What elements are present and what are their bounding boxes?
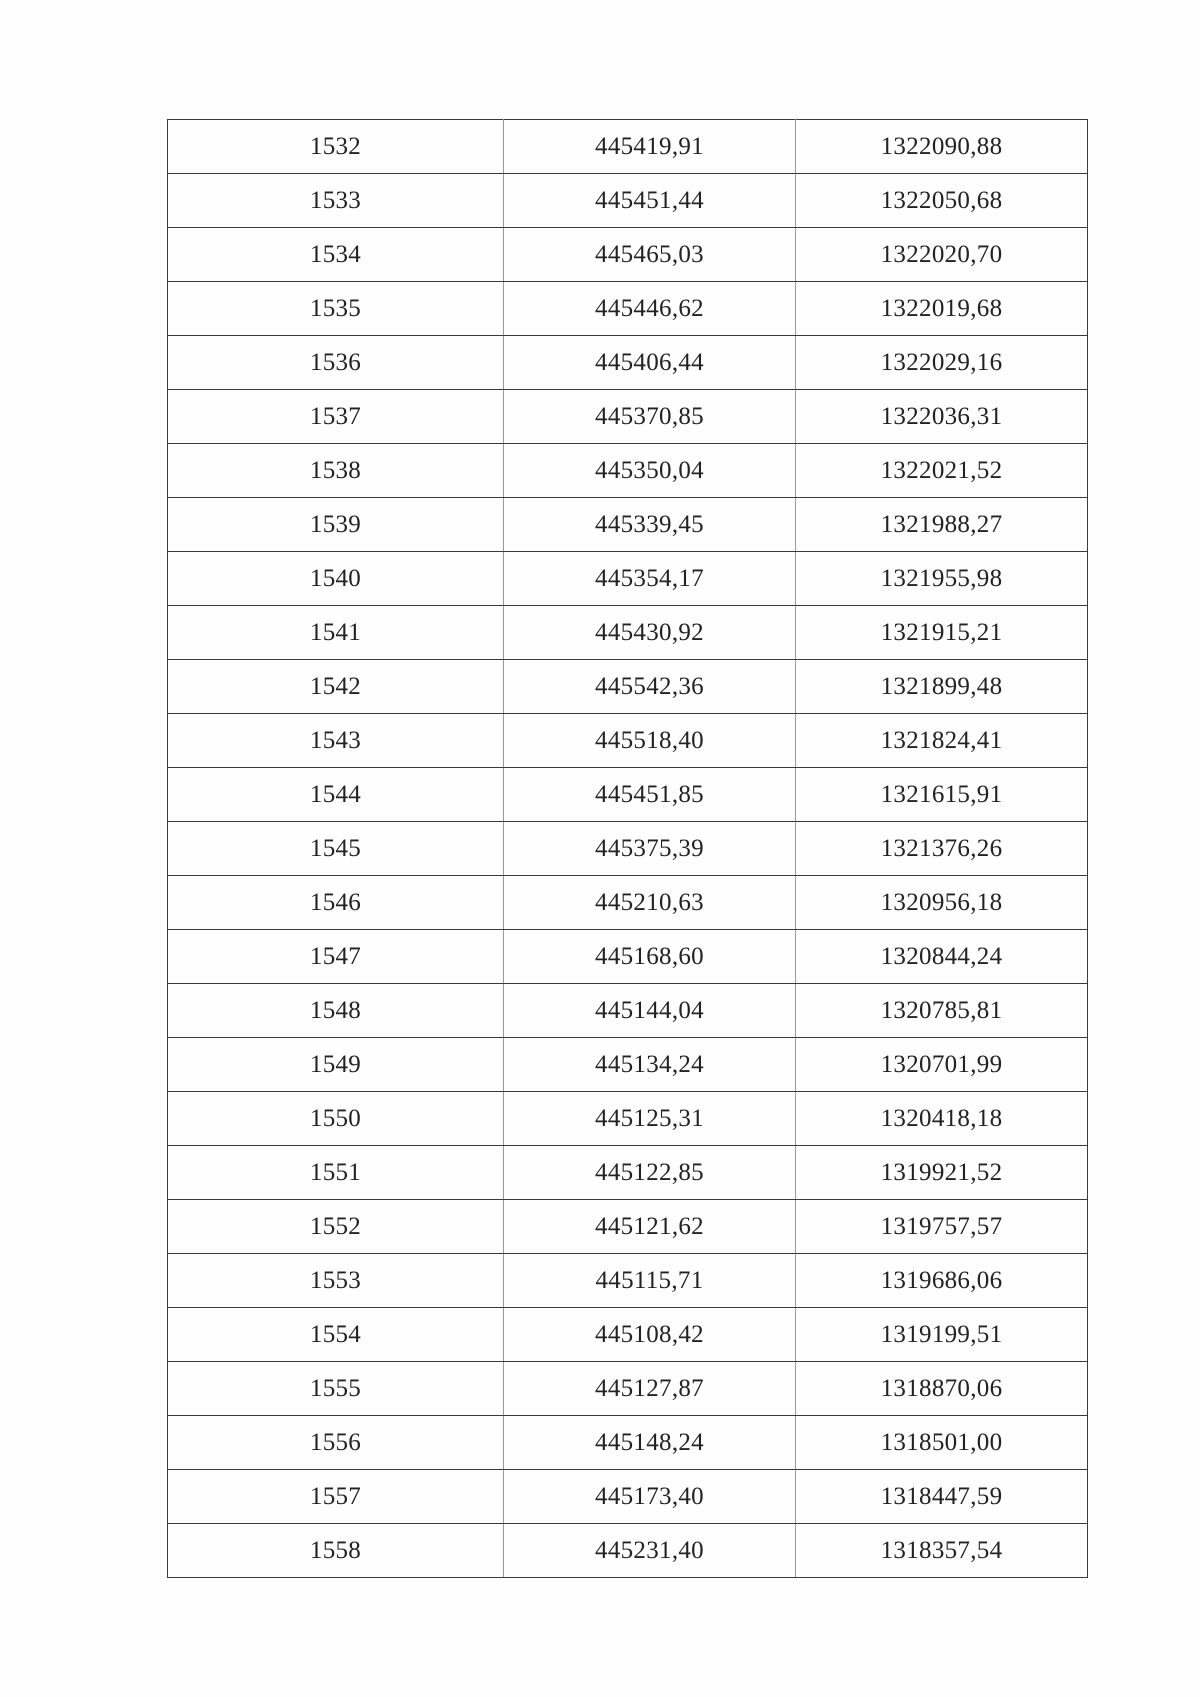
point-number-cell: 1535	[168, 282, 504, 336]
point-number-cell: 1533	[168, 174, 504, 228]
point-number-cell: 1541	[168, 606, 504, 660]
y-coordinate-cell: 1321824,41	[796, 714, 1088, 768]
x-coordinate-cell: 445542,36	[504, 660, 796, 714]
table-row	[168, 282, 1088, 336]
table-row	[168, 1254, 1088, 1308]
x-coordinate-cell: 445108,42	[504, 1308, 796, 1362]
x-coordinate-cell: 445148,24	[504, 1416, 796, 1470]
point-number-cell: 1555	[168, 1362, 504, 1416]
x-coordinate-cell: 445210,63	[504, 876, 796, 930]
table-row	[168, 498, 1088, 552]
y-coordinate-cell: 1321376,26	[796, 822, 1088, 876]
table-row	[168, 1038, 1088, 1092]
point-number-cell: 1534	[168, 228, 504, 282]
point-number-cell: 1547	[168, 930, 504, 984]
point-number-cell: 1552	[168, 1200, 504, 1254]
point-number-cell: 1536	[168, 336, 504, 390]
y-coordinate-cell: 1321615,91	[796, 768, 1088, 822]
point-number-cell: 1537	[168, 390, 504, 444]
y-coordinate-cell: 1320701,99	[796, 1038, 1088, 1092]
y-coordinate-cell: 1320785,81	[796, 984, 1088, 1038]
point-number-cell: 1538	[168, 444, 504, 498]
table-row	[168, 444, 1088, 498]
point-number-cell: 1551	[168, 1146, 504, 1200]
point-number-cell: 1557	[168, 1470, 504, 1524]
table-row	[168, 1416, 1088, 1470]
y-coordinate-cell: 1322020,70	[796, 228, 1088, 282]
table-row	[168, 390, 1088, 444]
point-number-cell: 1558	[168, 1524, 504, 1578]
x-coordinate-cell: 445451,85	[504, 768, 796, 822]
x-coordinate-cell: 445125,31	[504, 1092, 796, 1146]
point-number-cell: 1539	[168, 498, 504, 552]
table-row	[168, 1146, 1088, 1200]
table-row	[168, 714, 1088, 768]
y-coordinate-cell: 1319757,57	[796, 1200, 1088, 1254]
x-coordinate-cell: 445122,85	[504, 1146, 796, 1200]
x-coordinate-cell: 445446,62	[504, 282, 796, 336]
table-row	[168, 1308, 1088, 1362]
y-coordinate-cell: 1318357,54	[796, 1524, 1088, 1578]
table-row	[168, 174, 1088, 228]
table-row	[168, 1470, 1088, 1524]
x-coordinate-cell: 445451,44	[504, 174, 796, 228]
table-row	[168, 1524, 1088, 1578]
point-number-cell: 1543	[168, 714, 504, 768]
table-row	[168, 336, 1088, 390]
point-number-cell: 1550	[168, 1092, 504, 1146]
coordinates-table-body	[168, 120, 1088, 1578]
point-number-cell: 1549	[168, 1038, 504, 1092]
point-number-cell: 1548	[168, 984, 504, 1038]
x-coordinate-cell: 445168,60	[504, 930, 796, 984]
x-coordinate-cell: 445375,39	[504, 822, 796, 876]
point-number-cell: 1540	[168, 552, 504, 606]
point-number-cell: 1544	[168, 768, 504, 822]
point-number-cell: 1532	[168, 120, 504, 174]
y-coordinate-cell: 1321899,48	[796, 660, 1088, 714]
x-coordinate-cell: 445419,91	[504, 120, 796, 174]
y-coordinate-cell: 1322029,16	[796, 336, 1088, 390]
y-coordinate-cell: 1319921,52	[796, 1146, 1088, 1200]
y-coordinate-cell: 1320418,18	[796, 1092, 1088, 1146]
x-coordinate-cell: 445339,45	[504, 498, 796, 552]
point-number-cell: 1546	[168, 876, 504, 930]
table-row	[168, 1362, 1088, 1416]
x-coordinate-cell: 445430,92	[504, 606, 796, 660]
y-coordinate-cell: 1318870,06	[796, 1362, 1088, 1416]
y-coordinate-cell: 1322036,31	[796, 390, 1088, 444]
y-coordinate-cell: 1319686,06	[796, 1254, 1088, 1308]
table-row	[168, 660, 1088, 714]
y-coordinate-cell: 1319199,51	[796, 1308, 1088, 1362]
x-coordinate-cell: 445134,24	[504, 1038, 796, 1092]
x-coordinate-cell: 445115,71	[504, 1254, 796, 1308]
y-coordinate-cell: 1318447,59	[796, 1470, 1088, 1524]
x-coordinate-cell: 445127,87	[504, 1362, 796, 1416]
y-coordinate-cell: 1320956,18	[796, 876, 1088, 930]
table-row	[168, 876, 1088, 930]
table-row	[168, 1092, 1088, 1146]
y-coordinate-cell: 1321915,21	[796, 606, 1088, 660]
x-coordinate-cell: 445350,04	[504, 444, 796, 498]
y-coordinate-cell: 1322019,68	[796, 282, 1088, 336]
y-coordinate-cell: 1320844,24	[796, 930, 1088, 984]
x-coordinate-cell: 445173,40	[504, 1470, 796, 1524]
x-coordinate-cell: 445354,17	[504, 552, 796, 606]
table-row	[168, 822, 1088, 876]
point-number-cell: 1553	[168, 1254, 504, 1308]
x-coordinate-cell: 445144,04	[504, 984, 796, 1038]
y-coordinate-cell: 1318501,00	[796, 1416, 1088, 1470]
table-row	[168, 552, 1088, 606]
point-number-cell: 1556	[168, 1416, 504, 1470]
table-row	[168, 606, 1088, 660]
y-coordinate-cell: 1321988,27	[796, 498, 1088, 552]
x-coordinate-cell: 445518,40	[504, 714, 796, 768]
table-row	[168, 930, 1088, 984]
point-number-cell: 1542	[168, 660, 504, 714]
x-coordinate-cell: 445121,62	[504, 1200, 796, 1254]
table-row	[168, 120, 1088, 174]
x-coordinate-cell: 445465,03	[504, 228, 796, 282]
y-coordinate-cell: 1322050,68	[796, 174, 1088, 228]
x-coordinate-cell: 445406,44	[504, 336, 796, 390]
x-coordinate-cell: 445231,40	[504, 1524, 796, 1578]
table-row	[168, 768, 1088, 822]
y-coordinate-cell: 1322021,52	[796, 444, 1088, 498]
point-number-cell: 1545	[168, 822, 504, 876]
y-coordinate-cell: 1321955,98	[796, 552, 1088, 606]
y-coordinate-cell: 1322090,88	[796, 120, 1088, 174]
table-row	[168, 228, 1088, 282]
coordinates-table	[167, 119, 1088, 1578]
table-row	[168, 1200, 1088, 1254]
table-row	[168, 984, 1088, 1038]
point-number-cell: 1554	[168, 1308, 504, 1362]
x-coordinate-cell: 445370,85	[504, 390, 796, 444]
